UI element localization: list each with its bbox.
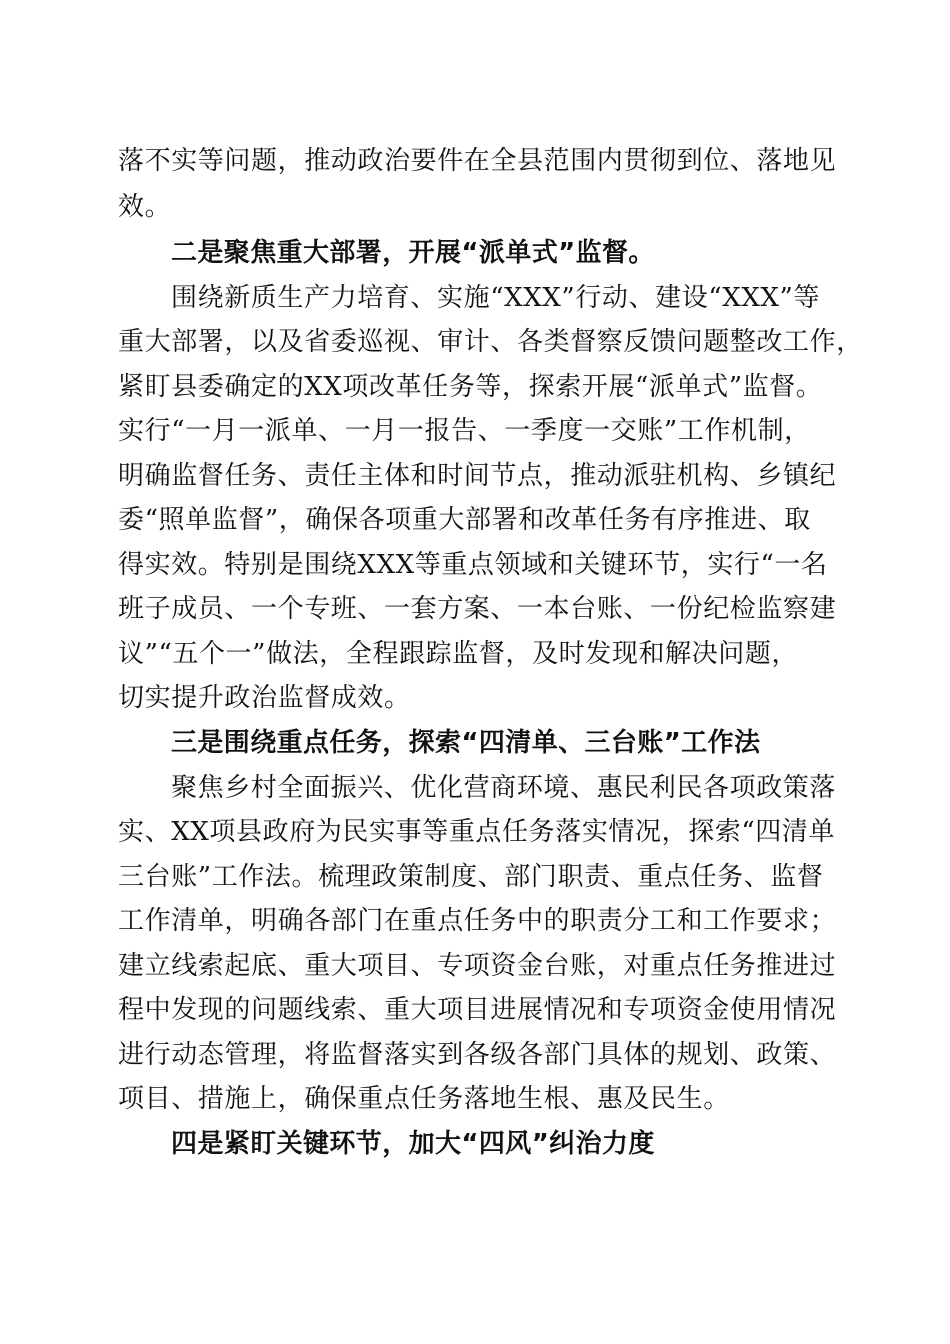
section-heading-2: 二是聚焦重大部署，开展“派单式”监督。	[171, 238, 655, 268]
section-heading-3: 三是围绕重点任务，探索“四清单、三台账”工作法	[171, 728, 761, 758]
body-text-line: 重大部署，以及省委巡视、审计、各类督察反馈问题整改工作，	[118, 327, 863, 357]
body-text-line: 进行动态管理，将监督落实到各级各部门具体的规划、政策、	[118, 1040, 837, 1070]
body-text-line: 三台账”工作法。梳理政策制度、部门职责、重点任务、监督	[118, 862, 824, 892]
body-text-line: 切实提升政治监督成效。	[118, 683, 411, 713]
body-text-line: 明确监督任务、责任主体和时间节点，推动派驻机构、乡镇纪	[118, 461, 837, 491]
body-text-line: 聚焦乡村全面振兴、优化营商环境、惠民利民各项政策落	[171, 773, 837, 803]
body-text-line: 工作清单，明确各部门在重点任务中的职责分工和工作要求；	[118, 906, 837, 936]
body-text-line: 程中发现的问题线索、重大项目进展情况和专项资金使用情况	[118, 995, 837, 1025]
body-text-line: 实、XX项县政府为民实事等重点任务落实情况，探索“四清单	[118, 817, 836, 847]
body-text-line: 紧盯县委确定的XX项改革任务等，探索开展“派单式”监督。	[118, 372, 823, 402]
body-text-line: 得实效。特别是围绕XXX等重点领域和关键环节，实行“一名	[118, 550, 828, 580]
body-text-line: 落不实等问题，推动政治要件在全县范围内贯彻到位、落地见	[118, 146, 837, 176]
body-text-line: 议”“五个一”做法，全程跟踪监督，及时发现和解决问题，	[118, 639, 799, 669]
body-text-line: 班子成员、一个专班、一套方案、一本台账、一份纪检监察建	[118, 594, 837, 624]
body-text-line: 围绕新质生产力培育、实施“XXX”行动、建设“XXX”等	[171, 283, 821, 313]
body-text-line: 项目、措施上，确保重点任务落地生根、惠及民生。	[118, 1084, 730, 1114]
body-text-line: 建立线索起底、重大项目、专项资金台账，对重点任务推进过	[118, 951, 837, 981]
body-text-line: 效。	[118, 192, 172, 222]
body-text-line: 委“照单监督”，确保各项重大部署和改革任务有序推进、取	[118, 505, 811, 535]
body-text-line: 实行“一月一派单、一月一报告、一季度一交账”工作机制，	[118, 416, 811, 446]
section-heading-4: 四是紧盯关键环节，加大“四风”纠治力度	[171, 1129, 655, 1159]
